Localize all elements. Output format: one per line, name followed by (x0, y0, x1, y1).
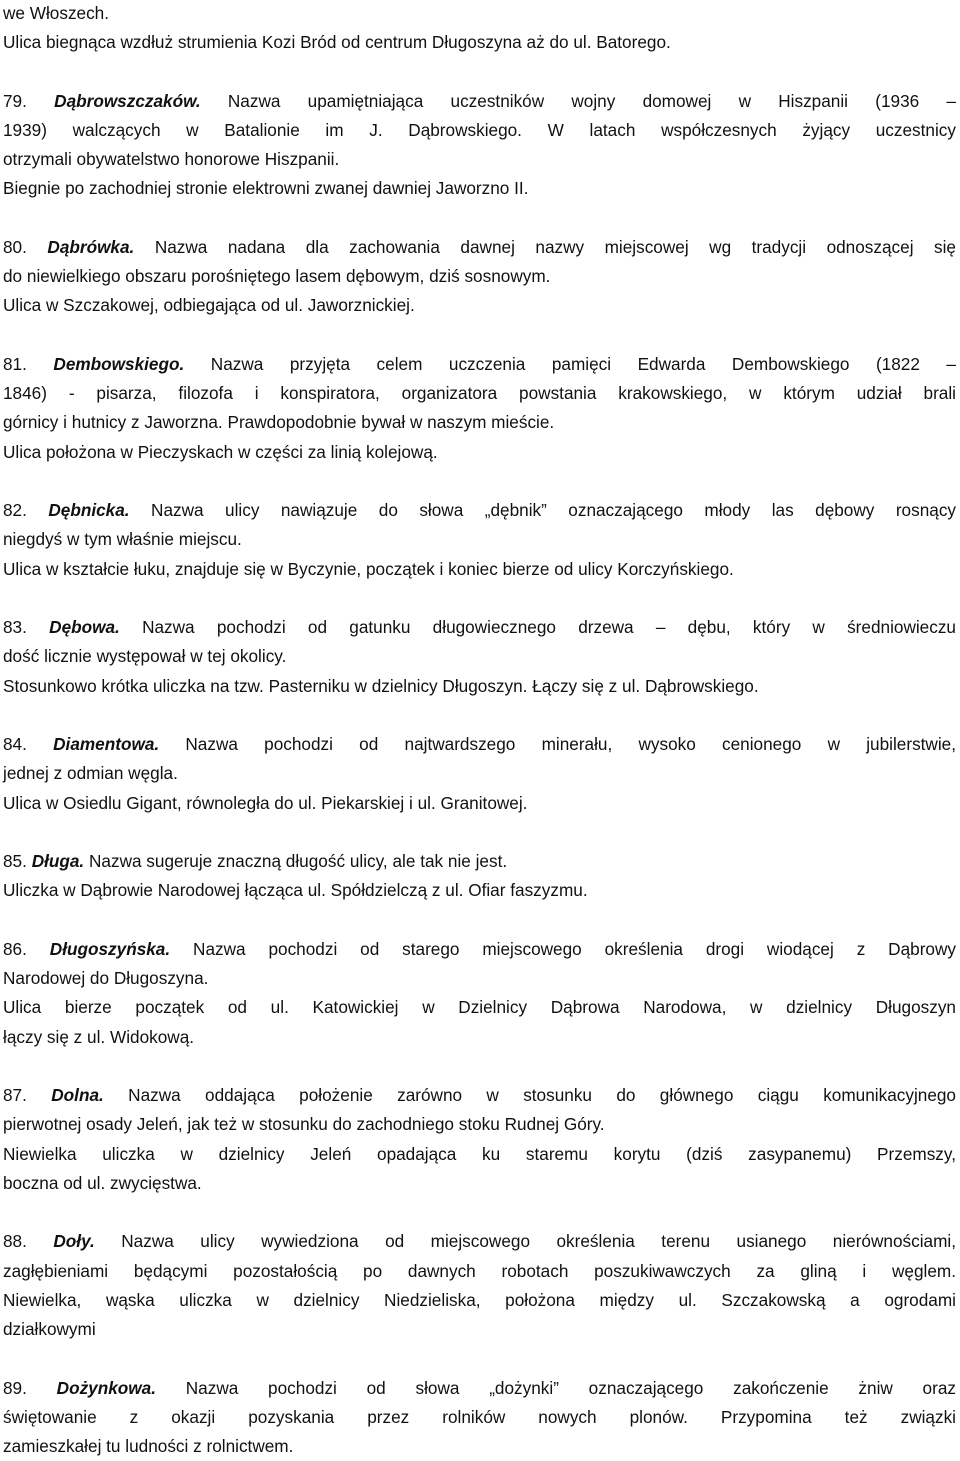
street-entry-80 (3, 233, 956, 321)
street-name: Dolna. (51, 1085, 104, 1106)
street-name: Dąbrówka. (47, 237, 135, 257)
entry-number: 79. (3, 90, 27, 111)
line-text: Stosunkowo krótka uliczka na tzw. Pasterniku w dzielnicy Długoszyn. Łączy się z ul. Dąbrowskiego. (3, 675, 759, 696)
line-text: boczna od ul. zwycięstwa. (3, 1172, 202, 1193)
text-line (3, 847, 956, 876)
line-text: Narodowej do Długoszyna. (3, 968, 209, 989)
line-text: Nazwa ulicy nawiązuje do słowa „dębnik” oznaczającego młody las dębowy rosnący (151, 500, 957, 521)
street-entry-79 (3, 87, 956, 204)
line-text: otrzymali obywatelstwo honorowe Hiszpanii. (3, 149, 340, 170)
street-name: Dębnicka. (48, 500, 130, 521)
text-line (3, 145, 956, 174)
line-text: zamieszkałej tu ludności z rolnictwem. (3, 1436, 294, 1457)
text-line (3, 525, 956, 554)
text-line (3, 1140, 956, 1169)
street-name: Dembowskiego. (53, 354, 185, 374)
text-line (3, 730, 956, 759)
text-line (3, 1286, 956, 1315)
line-text: jednej z odmian węgla. (3, 763, 178, 784)
street-entry-83 (3, 613, 956, 701)
line-text: Nazwa przyjęta celem uczczenia pamięci Edwarda Dembowskiego (1822 – (210, 354, 956, 374)
line-text: Ulica w Osiedlu Gigant, równoległa do ul. Piekarskiej i ul. Granitowej. (3, 792, 528, 813)
text-line (3, 262, 956, 291)
text-line (3, 379, 956, 408)
line-text: Ulica bierze początek od ul. Katowickiej w Dzielnicy Dąbrowa Narodowa, w dzielnicy Długoszyn (3, 997, 956, 1018)
text-line (3, 1169, 956, 1198)
line-text: we Włoszech. (3, 3, 110, 23)
line-text: Ulica biegnąca wzdłuż strumienia Kozi Bród od centrum Długoszyna aż do ul. Batorego. (3, 32, 671, 53)
street-entry-87 (3, 1081, 956, 1198)
text-line (3, 233, 956, 262)
text-line (3, 1432, 956, 1461)
text-line (3, 350, 956, 379)
street-name: Długa. (31, 851, 85, 872)
continuation-paragraph (3, 0, 956, 57)
street-entry-86 (3, 935, 956, 1052)
entry-number: 85. (3, 851, 27, 872)
line-text: Nazwa pochodzi od gatunku długowiecznego drzewa – dębu, który w średniowieczu (142, 617, 956, 638)
line-text: Nazwa nadana dla zachowania dawnej nazwy miejscowej wg tradycji odnoszącej się (154, 237, 956, 257)
line-text: zagłębieniami będącymi pozostałością po dawnych robotach poszukiwawczych za gliną i węglem. (3, 1260, 956, 1281)
entry-number: 88. (3, 1231, 27, 1252)
text-line (3, 993, 956, 1022)
line-text: pierwotnej osady Jeleń, jak też w stosunku do zachodniego stoku Rudnej Góry. (3, 1114, 605, 1135)
text-line (3, 0, 956, 28)
line-text: Biegnie po zachodniej stronie elektrowni zwanej dawniej Jaworzno II. (3, 178, 529, 199)
text-line (3, 1403, 956, 1432)
text-line (3, 1110, 956, 1139)
line-text: Nazwa ulicy wywiedziona od miejscowego określenia terenu usianego nierównościami, (121, 1231, 956, 1252)
line-text: Ulica położona w Pieczyskach w części za linią kolejową. (3, 441, 438, 462)
entry-number: 80. (3, 237, 27, 257)
text-line (3, 672, 956, 701)
text-line (3, 759, 956, 788)
entry-number: 82. (3, 500, 27, 521)
line-text: do niewielkiego obszaru porośniętego lasem dębowym, dziś sosnowym. (3, 266, 551, 287)
text-line (3, 1023, 956, 1052)
line-text: Niewielka, wąska uliczka w dzielnicy Niedzieliska, położona między ul. Szczakowską a ogrodami (3, 1289, 956, 1310)
text-line (3, 87, 956, 116)
line-text: Nazwa sugeruje znaczną długość ulicy, ale tak nie jest. (89, 851, 508, 872)
street-entry-84 (3, 730, 956, 818)
line-text: Nazwa upamiętniająca uczestników wojny domowej w Hiszpanii (1936 – (227, 90, 956, 111)
line-text: niegdyś w tym właśnie miejscu. (3, 529, 242, 550)
text-line (3, 1374, 956, 1403)
line-text: Nazwa pochodzi od słowa „dożynki” oznaczającego zakończenie żniw oraz (185, 1377, 956, 1398)
line-text: Niewielka uliczka w dzielnicy Jeleń opadająca ku staremu korytu (dziś zasypanemu) Przemszy, (3, 1143, 956, 1164)
text-line (3, 1315, 956, 1344)
text-line (3, 1227, 956, 1256)
line-text: Ulica w Szczakowej, odbiegająca od ul. Jaworznickiej. (3, 295, 415, 316)
text-line (3, 964, 956, 993)
text-line (3, 876, 956, 905)
street-entry-89 (3, 1374, 956, 1461)
line-text: Nazwa pochodzi od najtwardszego minerału, wysoko cenionego w jubilerstwie, (185, 734, 957, 755)
entry-number: 83. (3, 617, 27, 638)
text-line (3, 174, 956, 203)
text-line (3, 438, 956, 467)
street-name: Dąbrowszczaków. (54, 90, 201, 111)
text-line (3, 408, 956, 437)
street-entry-88 (3, 1227, 956, 1344)
text-line (3, 613, 956, 642)
street-name: Diamentowa. (53, 734, 160, 755)
entry-number: 84. (3, 734, 27, 755)
entry-number: 89. (3, 1377, 27, 1398)
street-entry-85 (3, 847, 956, 905)
street-name: Dębowa. (49, 617, 120, 638)
line-text: Nazwa pochodzi od starego miejscowego określenia drogi wiodącej z Dąbrowy (193, 939, 956, 959)
text-line (3, 935, 956, 964)
line-text: dość licznie występował w tej okolicy. (3, 646, 287, 667)
street-entry-82 (3, 496, 956, 584)
text-line (3, 496, 956, 525)
text-line (3, 28, 956, 57)
entry-number: 86. (3, 939, 27, 959)
entry-number: 81. (3, 354, 27, 374)
street-name: Doły. (53, 1231, 95, 1252)
line-text: 1939) walczących w Batalionie im J. Dąbrowskiego. W latach współczesnych żyjący uczestnicy (3, 120, 956, 140)
line-text: 1846) - pisarza, filozofa i konspiratora, organizatora powstania krakowskiego, w którym udział brali (3, 383, 956, 404)
text-line (3, 642, 956, 671)
street-entry-81 (3, 350, 956, 467)
line-text: górnicy i hutnicy z Jaworzna. Prawdopodobnie bywał w naszym mieście. (3, 412, 555, 433)
line-text: świętowanie z okazji pozyskania przez rolników nowych plonów. Przypomina też związki (3, 1406, 956, 1427)
line-text: łączy się z ul. Widokową. (3, 1026, 195, 1047)
entry-number: 87. (3, 1085, 27, 1106)
line-text: Nazwa oddająca położenie zarówno w stosunku do głównego ciągu komunikacyjnego (128, 1085, 956, 1106)
text-line (3, 789, 956, 818)
line-text: Ulica w kształcie łuku, znajduje się w Byczynie, początek i koniec bierze od ulicy Korczyńskiego. (3, 558, 734, 579)
street-name: Dożynkowa. (56, 1377, 156, 1398)
text-line (3, 1081, 956, 1110)
text-line (3, 116, 956, 145)
text-line (3, 1257, 956, 1286)
line-text: działkowymi (3, 1319, 96, 1340)
text-line (3, 291, 956, 320)
street-name: Długoszyńska. (49, 939, 171, 959)
text-line (3, 555, 956, 584)
line-text: Uliczka w Dąbrowie Narodowej łącząca ul. Spółdzielczą z ul. Ofiar faszyzmu. (3, 880, 588, 901)
